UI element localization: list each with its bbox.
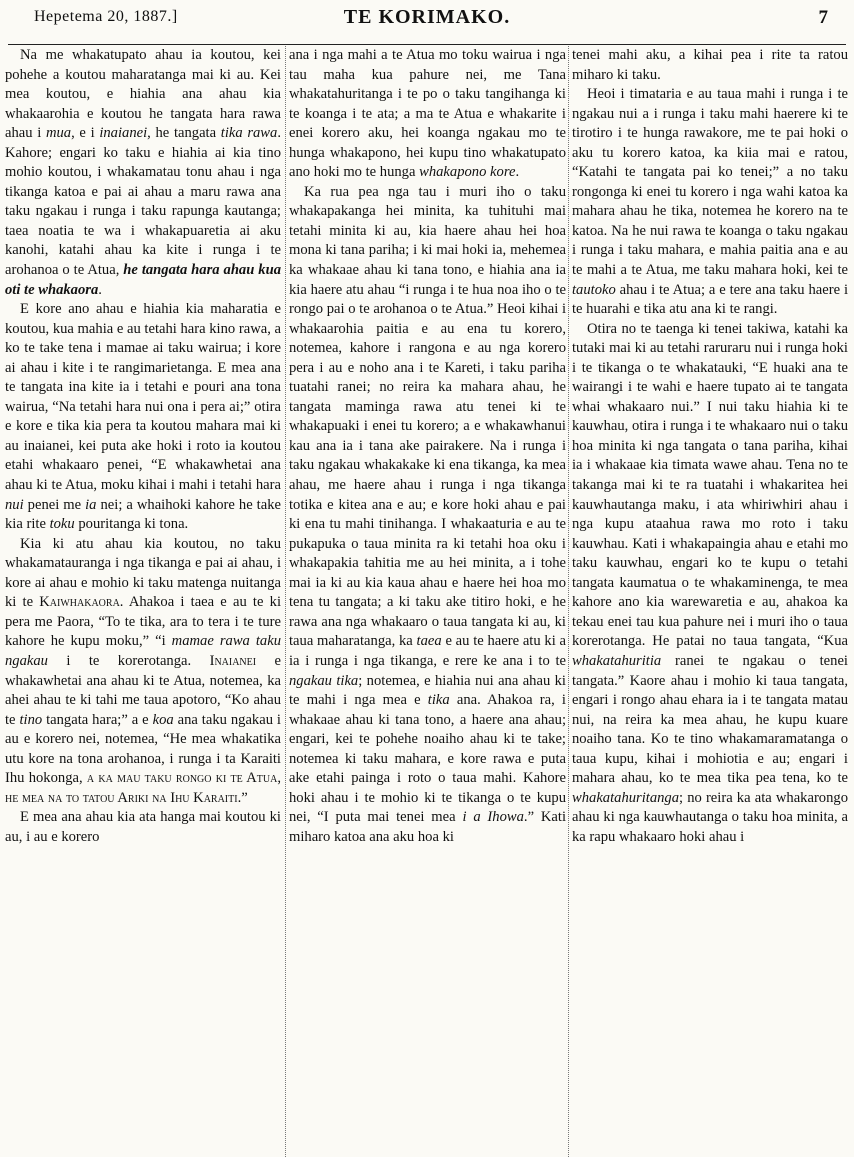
paragraph: E mea ana ahau kia ata hanga mai koutou ki au, i au e korero xyxy=(5,809,281,845)
page-header xyxy=(8,0,846,45)
column-divider xyxy=(285,46,286,1157)
column-3 xyxy=(572,46,848,1157)
column-2 xyxy=(289,46,566,1157)
article-columns xyxy=(0,46,854,1157)
paragraph: Otira no te taenga ki tenei takiwa, katahi ka tutaki mai ki au tetahi raruraru nui i runga hoki i te tikanga o te whakatauki, “E huaki ana te wairangi i te wahi e haere tupato ai te tangata whai whakaaro nui.” I nui taku hiahia ki te kauwhau, otira i runga i te whakaaro nui o taku hoa minita ki nga tangata o tana pariha, kihai ia i whakaae kia timata wawe ahau. Tena no te takanga mai ki te ra tuatahi i whakaritea hei kauwhautanga maku, i ata whiriwhiri ahau i nga kupu ataahua rawa mo roto i taku kauwhau. Kati i whakapaingia ahau e etahi mo taku kauwhau, engari ko te kupu o tetahi tangata kaumatua o te whakaminenga, te mea kahore ano kia warewaretia e au, ahakoa ka tekau enei tau kua pahure nei i muri iho o taua korerotanga. He patai no taua tangata, “Kua whakatahuritia ranei te ngakau o tenei tangata.” Kaore ahau i mohio ki taua tangata, engari i rongo ahau ehara ia i te tangata matau nui, na reira ka mea ahau, he kupu kuare noaiho tana. Ko te tino whakamaramatanga o taua kupu, kihai i mohiotia e au; engari i mahara ahau, ko te mea tika pea tena, ko te whakatahuritanga; no reira ka ata whakarongo ahau ki nga kauwhautanga o taku hoa minita, a ka rapu whakaaro hoki ahau i xyxy=(572,320,848,845)
page-number: 7 xyxy=(818,7,828,28)
paragraph: Na me whakatupato ahau ia koutou, kei pohehe a koutou maharatanga mai ki au. Kei mea koutou, e hiahia ana ahau kia whakaarohia e koutou he tangata hara rawa ahau i mua, e i inaianei, he tangata tika rawa. Kahore; engari ko taku e hiahia ai kia tino mohio koutou, i whakamatau tonu ahau i nga tikanga katoa e pai ai ahau a maru rawa ana taku ngakau i runga i taku rapunga kautanga; taea noatia te wa i whakapuaretia ai aku kanohi, katahi ahau ka kite i runga i te arohanoa o te Atua, he tangata hara ahau kua oti te whakaora. xyxy=(5,47,281,298)
paragraph: ana i nga mahi a te Atua mo toku wairua i nga tau maha kua pahure nei, me Tana whakatahuritanga i te po o taku tangihanga ki te koanga i te ata; a ma te Atua e whakarite i enei korero aku, hei koanga ngakau mo te hunga whakapono, hei kupu tino whakatupato ano hoki mo te hunga whakapono kore. xyxy=(289,47,566,181)
column-divider xyxy=(568,46,569,1157)
paragraph: Ka rua pea nga tau i muri iho o taku whakapakanga hei minita, ka tuhituhi mai tetahi minita ki au, kia haere ahau hei hoa mona ki tana pariha; i ki mai hoki ia, mehemea ka whakaae ahau ki tana tono, e hiahia ana ia kia haere atu ahau “i runga i te hua noa iho o te rongo pai o te arohanoa o te Atua.” Heoi kihai i whakaarohia paitia e au ena tu korero, notemea, kahore i rangona e au nga korero pera i au e noho ana i te Kareti, i taku pariha tuatahi ranei; no reira ka mahara ahau, he tangata maminga rawa atu tenei ki te whakapuaki i enei tu korero; a e whakawhanui kau ana ia i tana ake pairakere. Na i runga i taku ngakau whakakake ki ena tikanga, ka mea ahau, me haere ahau i runga i nga tikanga totika e kitea ana e au; e kore hoki ahau e pai ki ena tu mahi tinihanga. I whakaaturia e au te pukapuka o taua minita ra ki tetahi hoa oku i whakapakia tahitia me au hei minita, a i tohe mai ia ki au kia kaua ahau e haere hei hoa mo tena tu tangata; a ki taku ake titiro hoki, e he rawa ana nga whakaaro o taua tangata ki au, ki taua maharatanga, ka taea e au te haere atu ki a ia i runga i nga tikanga, e rere ke ana i to te ngakau tika; notemea, e hiahia nui ana ahau ki te mahi i nga mea e tika ana. Ahakoa ra, i whakaae ahau ki tana tono, a haere ana ahau; engari, kei te pohehe noaiho ahau ki te take; notemea ki taku mahara, e kore rawa e puta ake etahi painga i roto o taua mahi. Kahore hoki ahau i te mohio ki te tikanga o te kupu nei, “I puta mai tenei mea i a Ihowa.” Kati miharo katoa ana aku hoa ki xyxy=(289,183,566,845)
paragraph: Kia ki atu ahau kia koutou, no taku whakamatauranga i nga tikanga e pai ai ahau, i kore ai ahau e mohio ki taku matenga nuitanga ki te Kaiwhakaora. Ahakoa i taea e au te ki pera me Paora, “To te tika, ara to tera i te ture kahore he kupu moku,” “i mamae rawa taku ngakau i te korerotanga. Inaianei e whakawhetai ana ahau ki te Atua, notemea, ka ahei ahau te ki tahi me taua apotoro, “Ko ahau te tino tangata hara;” a e koa ana taku ngakau i au e korero nei, notemea, “He mea whakatika utu kore na tona arohanoa, i runga i ta Karaiti Ihu hokonga, a ka mau taku rongo ki te Atua, he mea na to tatou Ariki na Ihu Karaiti.” xyxy=(5,535,281,806)
newspaper-title: TE KORIMAKO. xyxy=(343,6,511,28)
paragraph: tenei mahi aku, a kihai pea i rite ta ratou miharo ki taku. xyxy=(572,47,848,83)
paragraph: E kore ano ahau e hiahia kia maharatia e koutou, kua mahia e au tetahi hara kino rawa, a ko te take tena i mamae ai taku wairua; i kore ai ahau i kite i te rangimarietanga. E mea ana te tangata ina kite ia i tetahi e pouri ana tona wairua, “Na tetahi hara nui ona i pera ai;” otira e kore e tika kia pera ta koutou mahara mai ki au inaianei, kei puta ake hoki i roto ia koutou etahi whakaaro penei, “E whakawhetai ana ahau ki te Atua, moku kihai i mahi i tetahi hara nui penei me ia nei; a whaihoki kahore he take kia rite toku pouritanga ki tona. xyxy=(5,301,281,533)
paragraph: Heoi i timataria e au taua mahi i runga i te ngakau nui a i runga i taku mahi haerere ki te tirotiro i te hunga rawakore, me te pai hoki o aku tu korero katoa, ka kiia mai e ratou, “Katahi te tangata pai ko tenei;” a no taku rongonga ki enei tu korero i nga wahi katoa ka mahara ahau he tika, notemea he korero na te katoa. Na he nui rawa te koanga o taku ngakau i runga i taku mahara, e mahia paitia ana e au te mahi a te Atua, me taku mahara hoki, kei te tautoko ahau i te Atua; a e tere ana taku haere i te huarahi e tika atu ana ki te rangi. xyxy=(572,86,848,318)
issue-date: Hepetema 20, 1887.] xyxy=(34,8,178,25)
column-1 xyxy=(5,46,281,1157)
